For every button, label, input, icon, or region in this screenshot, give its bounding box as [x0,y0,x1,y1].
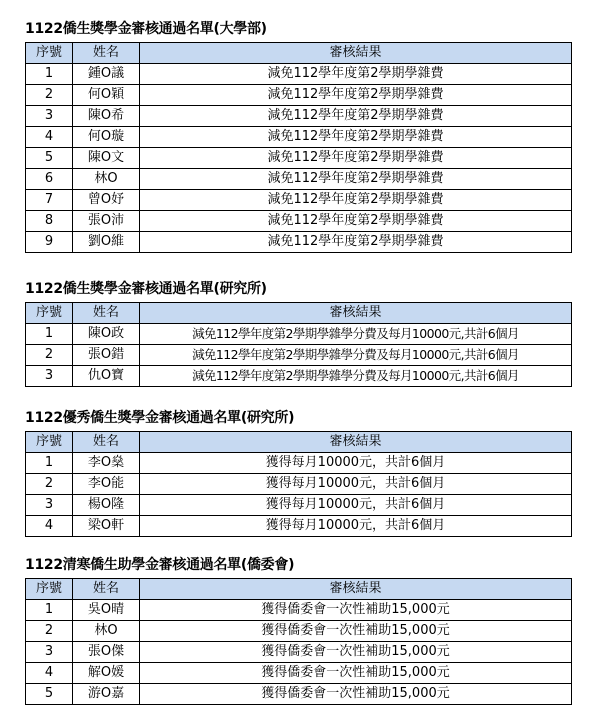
cell-name: 劉O維 [73,232,140,253]
cell-name: 鍾O議 [73,64,140,85]
cell-result: 減免112學年度第2學期學雜費 [140,169,572,190]
header-serial: 序號 [26,579,73,600]
cell-serial: 1 [26,453,73,474]
header-name: 姓名 [73,432,140,453]
table-row [26,211,572,232]
table-header-row [26,432,572,453]
header-serial: 序號 [26,43,73,64]
table-header-row [26,579,572,600]
table-row [26,366,572,387]
table-row [26,64,572,85]
table-header-row [26,303,572,324]
cell-result: 減免112學年度第2學期學雜學分費及每月10000元,共計6個月 [140,345,572,366]
cell-result: 減免112學年度第2學期學雜費 [140,85,572,106]
cell-result: 減免112學年度第2學期學雜學分費及每月10000元,共計6個月 [140,366,572,387]
cell-result: 減免112學年度第2學期學雜費 [140,190,572,211]
cell-serial: 2 [26,474,73,495]
table-row [26,106,572,127]
table-row [26,85,572,106]
cell-result: 獲得僑委會一次性補助15,000元 [140,663,572,684]
table-row [26,621,572,642]
cell-serial: 1 [26,64,73,85]
cell-serial: 8 [26,211,73,232]
section-needy-grant [25,556,572,705]
header-name: 姓名 [73,579,140,600]
table-row [26,127,572,148]
table-row [26,600,572,621]
cell-result: 獲得僑委會一次性補助15,000元 [140,642,572,663]
cell-serial: 5 [26,148,73,169]
cell-name: 林O [73,169,140,190]
cell-result: 獲得僑委會一次性補助15,000元 [140,684,572,705]
section-outstanding-scholarship [25,409,572,537]
results-table [25,42,572,253]
cell-result: 減免112學年度第2學期學雜費 [140,211,572,232]
cell-result: 獲得每月10000元，共計6個月 [140,474,572,495]
cell-name: 梁O軒 [73,516,140,537]
table-row [26,190,572,211]
cell-name: 張O傑 [73,642,140,663]
cell-result: 減免112學年度第2學期學雜費 [140,232,572,253]
cell-name: 游O嘉 [73,684,140,705]
cell-name: 楊O隆 [73,495,140,516]
cell-serial: 6 [26,169,73,190]
section-graduate-scholarship [25,280,572,387]
table-row [26,453,572,474]
results-table [25,431,572,537]
cell-name: 何O穎 [73,85,140,106]
section-undergrad-scholarship [25,20,572,253]
cell-serial: 9 [26,232,73,253]
cell-serial: 2 [26,621,73,642]
results-table [25,578,572,705]
header-name: 姓名 [73,43,140,64]
cell-name: 張O錯 [73,345,140,366]
section-title: 1122僑生獎學金審核通過名單(大學部) [25,21,267,37]
table-row [26,345,572,366]
cell-serial: 1 [26,600,73,621]
cell-serial: 5 [26,684,73,705]
cell-serial: 1 [26,324,73,345]
cell-result: 減免112學年度第2學期學雜學分費及每月10000元,共計6個月 [140,324,572,345]
cell-name: 仇O寶 [73,366,140,387]
header-result: 審核結果 [140,579,572,600]
header-name: 姓名 [73,303,140,324]
table-row [26,232,572,253]
cell-serial: 3 [26,366,73,387]
cell-name: 陳O政 [73,324,140,345]
cell-serial: 3 [26,495,73,516]
table-row [26,516,572,537]
cell-result: 減免112學年度第2學期學雜費 [140,64,572,85]
cell-name: 陳O希 [73,106,140,127]
table-header-row [26,43,572,64]
cell-name: 李O燊 [73,453,140,474]
cell-name: 解O媛 [73,663,140,684]
cell-result: 減免112學年度第2學期學雜費 [140,148,572,169]
cell-name: 何O璇 [73,127,140,148]
header-result: 審核結果 [140,432,572,453]
section-title: 1122優秀僑生獎學金審核通過名單(研究所) [25,410,295,426]
cell-serial: 4 [26,516,73,537]
cell-result: 獲得僑委會一次性補助15,000元 [140,600,572,621]
cell-serial: 3 [26,106,73,127]
table-row [26,148,572,169]
cell-result: 減免112學年度第2學期學雜費 [140,106,572,127]
table-row [26,495,572,516]
cell-serial: 4 [26,127,73,148]
cell-name: 李O能 [73,474,140,495]
cell-result: 獲得每月10000元，共計6個月 [140,453,572,474]
cell-serial: 2 [26,85,73,106]
cell-serial: 7 [26,190,73,211]
cell-serial: 2 [26,345,73,366]
section-title: 1122僑生獎學金審核通過名單(研究所) [25,281,267,297]
table-row [26,474,572,495]
cell-name: 吳O晴 [73,600,140,621]
table-row [26,663,572,684]
header-serial: 序號 [26,432,73,453]
cell-result: 獲得每月10000元，共計6個月 [140,495,572,516]
cell-result: 獲得僑委會一次性補助15,000元 [140,621,572,642]
cell-serial: 3 [26,642,73,663]
cell-name: 曾O妤 [73,190,140,211]
cell-serial: 4 [26,663,73,684]
table-row [26,169,572,190]
results-table [25,302,572,387]
cell-name: 林O [73,621,140,642]
cell-result: 獲得每月10000元，共計6個月 [140,516,572,537]
header-result: 審核結果 [140,303,572,324]
table-row [26,324,572,345]
cell-name: 張O沛 [73,211,140,232]
table-row [26,642,572,663]
header-result: 審核結果 [140,43,572,64]
cell-result: 減免112學年度第2學期學雜費 [140,127,572,148]
table-row [26,684,572,705]
header-serial: 序號 [26,303,73,324]
section-title: 1122清寒僑生助學金審核通過名單(僑委會) [25,557,295,573]
cell-name: 陳O文 [73,148,140,169]
